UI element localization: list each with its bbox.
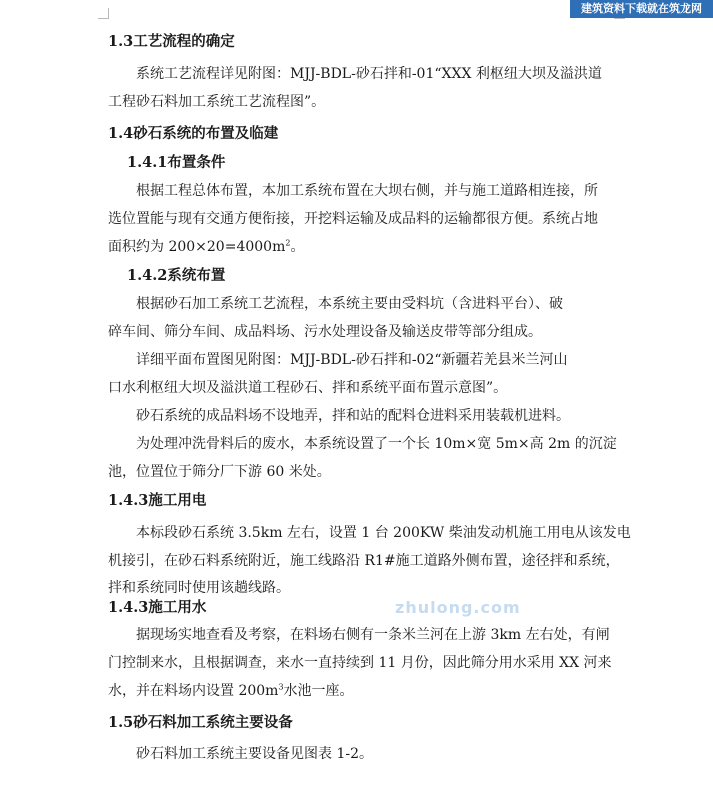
- paragraph-line: 池，位置位于筛分厂下游 60 米处。: [108, 464, 331, 480]
- paragraph-line: 门控制来水，且根据调查，来水一直持续到 11 月份，因此筛分用水采用 XX 河来: [108, 655, 612, 671]
- superscript: 2: [285, 238, 291, 248]
- text-run: 水池一座。: [283, 683, 354, 699]
- paragraph-line: 详细平面布置图见附图：MJJ-BDL-砂石拌和-02“新疆若羌县米兰河山: [136, 352, 568, 368]
- paragraph-line: 砂石料加工系统主要设备见图表 1-2。: [136, 746, 373, 762]
- watermark: zhulong.com: [395, 598, 521, 617]
- paragraph-line: [108, 681, 354, 701]
- paragraph-line: 为处理冲洗骨料后的废水，本系统设置了一个长 10m×宽 5m×高 2m 的沉淀: [136, 436, 617, 452]
- superscript: 3: [278, 682, 284, 692]
- paragraph-line: 根据工程总体布置，本加工系统布置在大坝右侧，并与施工道路相连接，所: [136, 183, 598, 199]
- text-run: 水，并在料场内设置 200m: [108, 683, 279, 699]
- heading-1-4-3-water: 1.4.3施工用水: [108, 599, 207, 616]
- paragraph-line: 碎车间、筛分车间、成品料场、污水处理设备及输送皮带等部分组成。: [108, 324, 542, 340]
- text-run: 。: [290, 239, 305, 255]
- heading-1-4-3-power: 1.4.3施工用电: [108, 492, 207, 509]
- paragraph-line: [108, 237, 304, 257]
- heading-1-4-1: 1.4.1布置条件: [127, 154, 226, 171]
- paragraph-line: 拌和系统同时使用该趟线路。: [108, 580, 290, 596]
- heading-1-4: 1.4砂石系统的布置及临建: [108, 125, 279, 142]
- heading-1-4-2: 1.4.2系统布置: [127, 267, 226, 284]
- site-banner[interactable]: 建筑资料下载就在筑龙网: [570, 0, 713, 18]
- heading-1-3: 1.3工艺流程的确定: [108, 33, 235, 50]
- paragraph-line: 砂石系统的成品料场不设地弄，拌和站的配料仓进料采用装载机进料。: [136, 408, 570, 424]
- paragraph-line: 系统工艺流程详见附图：MJJ-BDL-砂石拌和-01“XXX 利枢纽大坝及溢洪道: [136, 66, 602, 82]
- paragraph-line: 口水利枢纽大坝及溢洪道工程砂石、拌和系统平面布置示意图”。: [108, 380, 508, 396]
- paragraph-line: 本标段砂石系统 3.5km 左右，设置 1 台 200KW 柴油发动机施工用电从该发电: [136, 525, 631, 541]
- margin-corner-mark: [98, 8, 109, 19]
- paragraph-line: 据现场实地查看及考察，在料场右侧有一条米兰河在上游 3km 左右处，有闸: [136, 627, 610, 643]
- paragraph-line: 根据砂石加工系统工艺流程，本系统主要由受料坑（含进料平台）、破: [136, 296, 563, 312]
- heading-1-5: 1.5砂石料加工系统主要设备: [108, 714, 293, 731]
- paragraph-line: 选位置能与现有交通方便衔接，开挖料运输及成品料的运输都很方便。系统占地: [108, 211, 598, 227]
- paragraph-line: 工程砂石料加工系统工艺流程图”。: [108, 94, 326, 110]
- paragraph-line: 机接引，在砂石料系统附近，施工线路沿 R1#施工道路外侧布置，途径拌和系统，: [108, 553, 620, 569]
- text-run: 面积约为 200×20=4000m: [108, 239, 286, 255]
